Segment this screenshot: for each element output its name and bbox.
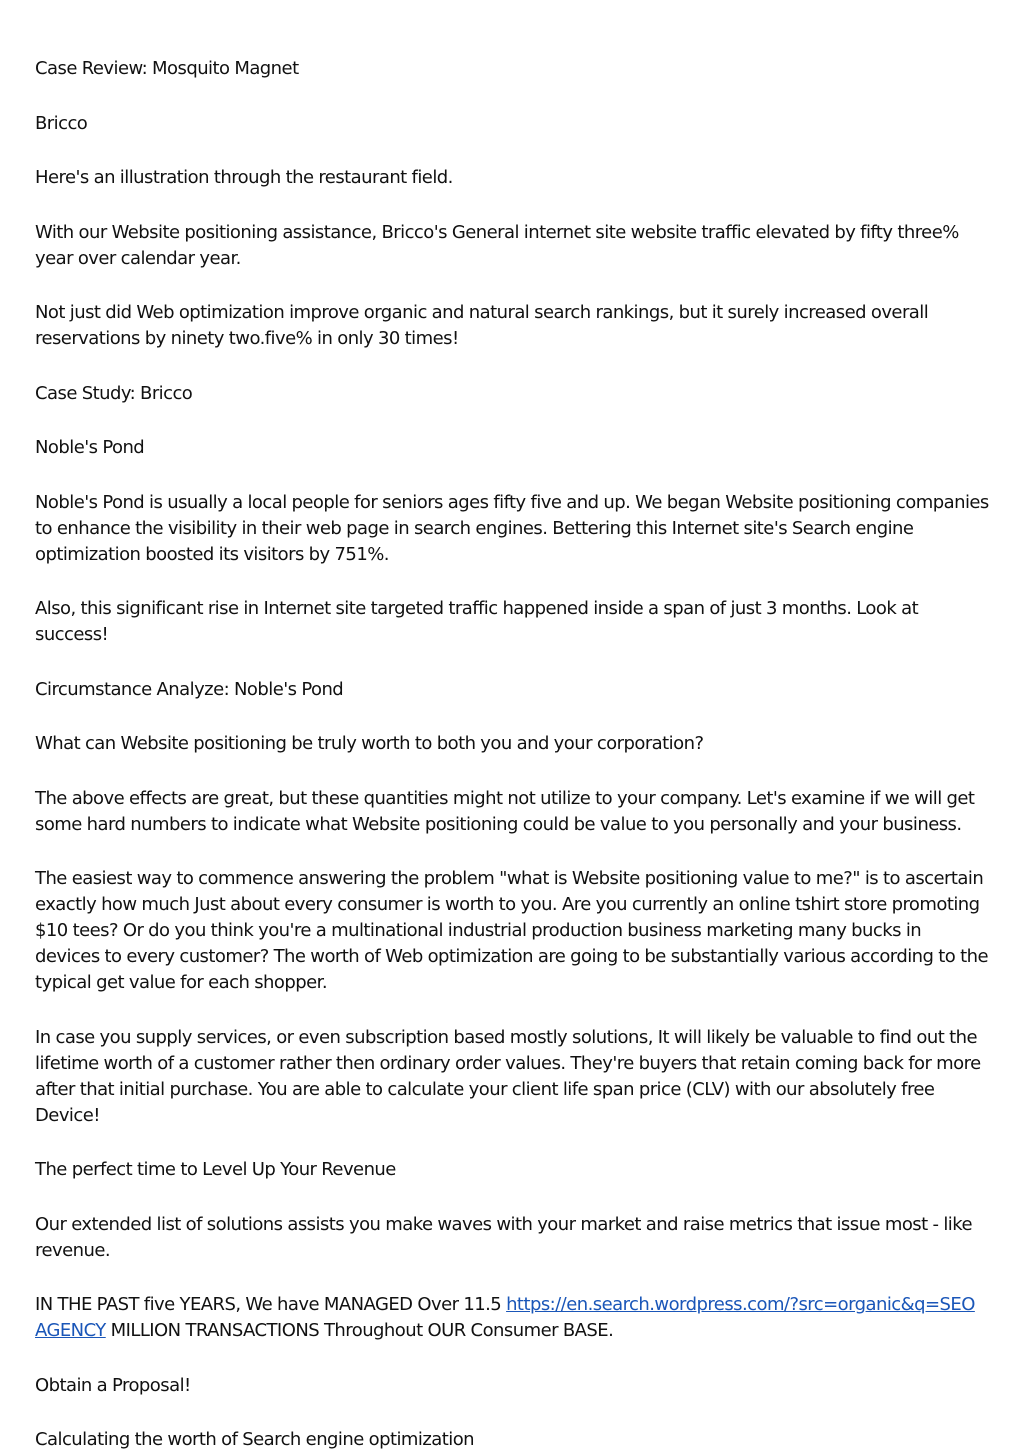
paragraph: Our extended list of solutions assists you make waves with your market and raise metrics that issue most - like revenue.: [35, 1213, 972, 1261]
paragraph: Here's an illustration through the restaurant field.: [35, 167, 453, 188]
link-paragraph-after: MILLION TRANSACTIONS Throughout OUR Consumer BASE.: [105, 1320, 614, 1341]
paragraph: Also, this significant rise in Internet site targeted traffic happened inside a span of just 3 months. Look at success!: [35, 598, 919, 645]
link-paragraph-before: IN THE PAST five YEARS, We have MANAGED Over 11.5: [35, 1294, 507, 1315]
heading-circumstance-analyze: Circumstance Analyze: Noble's Pond: [35, 678, 344, 700]
heading-bricco: Bricco: [35, 112, 88, 134]
heading-nobles-pond: Noble's Pond: [35, 437, 145, 458]
paragraph: What can Website positioning be truly worth to both you and your corporation?: [35, 733, 704, 754]
heading-level-up-revenue: The perfect time to Level Up Your Revenue: [35, 1159, 396, 1180]
heading-case-review-mosquito-magnet: Case Review: Mosquito Magnet: [35, 58, 299, 79]
heading-case-study-bricco: Case Study: Bricco: [35, 382, 193, 404]
paragraph: The easiest way to commence answering the problem "what is Website positioning value to me?" is to ascertain exactly how much Just about every consumer is worth to you. Are you currently an online tshirt store promoting $10 tees? Or do you think you're a multinational industrial production business marketing many bucks in devices to every customer? The worth of Web optimization are going to be substantially various according to the typical get value for each shopper.: [35, 868, 988, 993]
paragraph: Noble's Pond is usually a local people for seniors ages fifty five and up. We began Website positioning companies to enhance the visibility in their web page in search engines. Bettering this Internet site's Search engine optimization boosted its visitors by 751%.: [35, 491, 989, 565]
seo-agency-link[interactable]: https://en.search.wordpress.com/?src=organic&q=SEO AGENCY: [35, 1294, 975, 1341]
paragraph: In case you supply services, or even subscription based mostly solutions, It will likely be valuable to find out the lifetime worth of a customer rather then ordinary order values. They're buyers that retain coming back for more after that initial purchase. You are able to calculate your client life span price (CLV) with our absolutely free Device!: [35, 1026, 981, 1126]
heading-calculating-worth: Calculating the worth of Search engine optimization: [35, 1429, 475, 1450]
heading-obtain-proposal: Obtain a Proposal!: [35, 1374, 191, 1396]
paragraph: Not just did Web optimization improve organic and natural search rankings, but it surely increased overall reservations by ninety two.five% in only 30 times!: [35, 302, 929, 349]
paragraph-with-link: [35, 1292, 990, 1344]
paragraph: The above effects are great, but these quantities might not utilize to your company. Let's examine if we will get some hard numbers to indicate what Website positioning could be value to you personally and your business.: [35, 787, 975, 835]
paragraph: With our Website positioning assistance, Bricco's General internet site website traffic elevated by fifty three% year over calendar year.: [35, 221, 959, 269]
